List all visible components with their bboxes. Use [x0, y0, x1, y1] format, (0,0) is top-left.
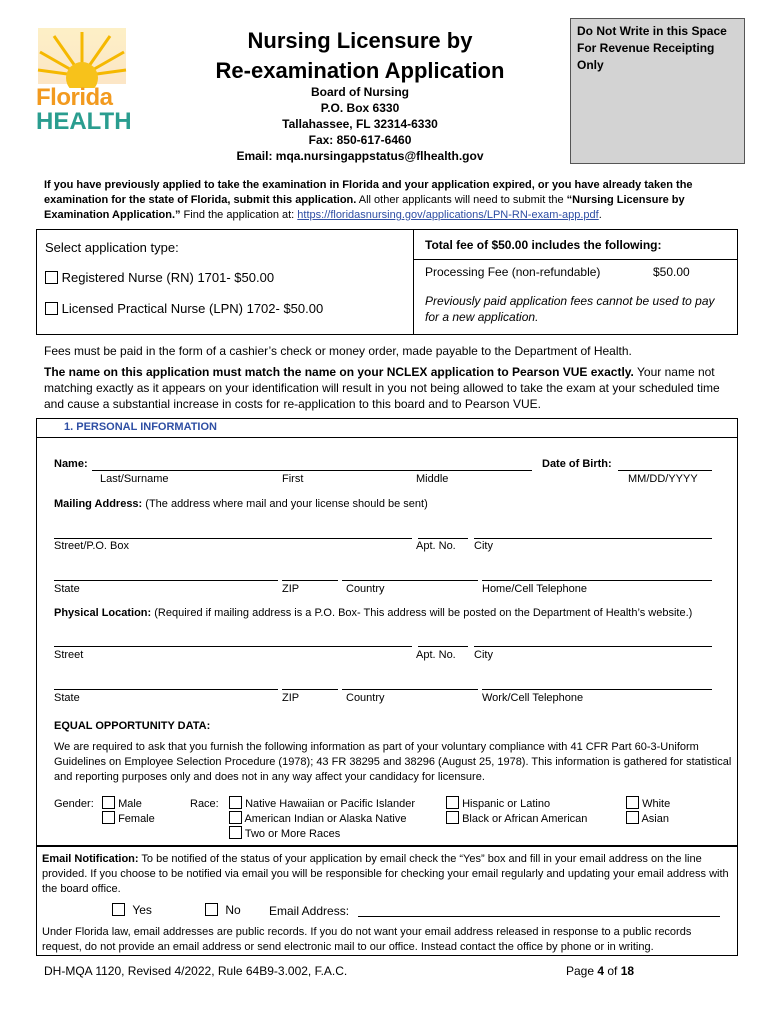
processing-fee-label: Processing Fee (non-refundable) [425, 265, 601, 279]
lpn-label: Licensed Practical Nurse (LPN) 1702- $50.00 [61, 301, 324, 316]
race-checkbox-7[interactable] [626, 811, 639, 824]
race-option-2[interactable] [229, 811, 406, 825]
page-number [566, 964, 634, 978]
phys-street-caption: Street [54, 649, 84, 661]
logo-health-text: HEALTH [36, 108, 132, 135]
phys-phone-caption: Work/Cell Telephone [482, 692, 584, 704]
email-no-label: No [225, 903, 241, 917]
email-notification-bold: Email Notification: [42, 853, 139, 865]
po-box: P.O. Box 6330 [320, 101, 400, 115]
email-yes-checkbox[interactable] [112, 903, 125, 916]
intro-paragraph [44, 178, 724, 223]
physical-location-label [54, 607, 734, 619]
email-address-field[interactable] [358, 916, 720, 917]
female-label: Female [118, 813, 155, 825]
name-match-note [44, 364, 734, 412]
eeo-heading: EQUAL OPPORTUNITY DATA: [54, 720, 211, 732]
payment-note: Fees must be paid in the form of a cashier’s check or money order, made payable to the Department of Health. [44, 344, 632, 358]
table-hline [413, 259, 738, 260]
revenue-box-line-1: Do Not Write in this Space [577, 24, 727, 38]
race-checkbox-2[interactable] [229, 811, 242, 824]
race-checkbox-3[interactable] [229, 826, 242, 839]
mailing-label-note: (The address where mail and your license should be sent) [142, 498, 428, 510]
eeo-text: We are required to ask that you furnish the following information as part of your voluntary compliance with 41 CFR Part 60-3-Uniform Guidelines on Employee Selection Procedure (1978); 43 FR 38295 and 38296 (August 25, 1978). This information is gathered for statistical and reporting purposes only and does not in any way affect your candidacy for licensure. [54, 741, 732, 783]
rn-option[interactable] [45, 270, 274, 285]
lpn-option[interactable] [45, 301, 323, 316]
race-label-5: Black or African American [462, 813, 588, 825]
phys-phone-line[interactable] [482, 689, 712, 690]
fees-note: Previously paid application fees cannot be used to pay for a new application. [425, 294, 715, 324]
mail-country-caption: Country [346, 583, 385, 595]
mail-street-caption: Street/P.O. Box [54, 540, 130, 552]
board-name: Board of Nursing [311, 85, 409, 99]
race-label-1: Native Hawaiian or Pacific Islander [245, 798, 416, 810]
mail-city-caption: City [474, 540, 493, 552]
race-option-5[interactable] [446, 811, 587, 825]
title-line-2: Re-examination Application [215, 58, 505, 83]
mail-country-line[interactable] [342, 580, 478, 581]
dob-format-caption: MM/DD/YYYY [628, 473, 698, 485]
fees-heading: Total fee of $50.00 includes the following: [425, 238, 662, 252]
mailing-label-bold: Mailing Address: [54, 498, 143, 510]
gender-male-option[interactable] [102, 796, 142, 810]
name-field-line[interactable] [92, 470, 532, 471]
race-checkbox-1[interactable] [229, 796, 242, 809]
email-no-option[interactable] [205, 903, 241, 917]
phys-apt-caption: Apt. No. [416, 649, 456, 661]
name-match-text: Your name not matching exactly as it appears on your identification will result in you not being allowed to take the exam at your scheduled time and cause a substantial increase in costs for re-application to this board and to Pearson VUE. [44, 365, 720, 411]
first-name-caption: First [282, 473, 304, 485]
sun-icon [34, 28, 130, 88]
rn-label: Registered Nurse (RN) 1701- $50.00 [61, 270, 275, 285]
application-link[interactable]: https://floridasnursing.gov/applications/LPN-RN-exam-app.pdf [297, 209, 599, 221]
intro-find: Find the application at: [180, 209, 298, 221]
mail-zip-line[interactable] [282, 580, 338, 581]
mail-state-line[interactable] [54, 580, 278, 581]
processing-fee-amount: $50.00 [653, 265, 690, 279]
mail-phone-line[interactable] [482, 580, 712, 581]
last-name-caption: Last/Surname [100, 473, 169, 485]
board-city: Tallahassee, FL 32314-6330 [282, 117, 438, 131]
form-number: DH-MQA 1120, Revised 4/2022, Rule 64B9-3.002, F.A.C. [44, 964, 348, 978]
dob-label: Date of Birth: [542, 458, 612, 470]
race-label-2: American Indian or Alaska Native [244, 813, 407, 825]
mail-apt-line[interactable] [418, 538, 468, 539]
phys-zip-caption: ZIP [282, 692, 300, 704]
page-of: of [604, 964, 621, 978]
mail-phone-caption: Home/Cell Telephone [482, 583, 587, 595]
phys-country-line[interactable] [342, 689, 478, 690]
gender-female-option[interactable] [102, 811, 155, 825]
mailing-address-label [54, 498, 428, 510]
phys-state-caption: State [54, 692, 80, 704]
race-checkbox-6[interactable] [626, 796, 639, 809]
intro-app-name: “Nursing Licensure by Examination Application.” [44, 194, 685, 221]
male-label: Male [118, 798, 142, 810]
board-email: Email: mqa.nursingappstatus@flhealth.gov [236, 149, 484, 163]
race-option-1[interactable] [229, 796, 415, 810]
physical-label-note: (Required if mailing address is a P.O. Box- This address will be posted on the Department of Health’s website.) [151, 607, 693, 619]
revenue-box-line-2: For Revenue Receipting Only [577, 41, 715, 72]
phys-zip-line[interactable] [282, 689, 338, 690]
race-label-4: Hispanic or Latino [462, 798, 551, 810]
board-fax: Fax: 850-617-6460 [308, 133, 412, 147]
florida-health-logo [34, 28, 130, 136]
race-option-6[interactable] [626, 796, 670, 810]
page-title [180, 26, 540, 86]
race-checkbox-5[interactable] [446, 811, 459, 824]
email-no-checkbox[interactable] [205, 903, 218, 916]
gender-label: Gender: [54, 798, 94, 810]
race-option-3[interactable] [229, 826, 340, 840]
phys-city-caption: City [474, 649, 493, 661]
race-option-7[interactable] [626, 811, 669, 825]
race-option-4[interactable] [446, 796, 550, 810]
board-address [180, 84, 540, 164]
email-notification-text [42, 852, 732, 897]
section-1-title: 1. PERSONAL INFORMATION [64, 421, 217, 433]
race-label-6: White [642, 798, 671, 810]
mail-city-line[interactable] [474, 538, 712, 539]
race-label: Race: [190, 798, 219, 810]
email-notification-body: To be notified of the status of your application by email check the “Yes” box and fill in your email address on the line provided. If you choose to be notified via email you will be responsible for checking your email regularly and updating your email address with the board office. [42, 853, 729, 895]
mail-street-line[interactable] [54, 538, 412, 539]
female-checkbox[interactable] [102, 811, 115, 824]
section-1-title-underline [36, 437, 738, 438]
email-law-text: Under Florida law, email addresses are public records. If you do not want your email address released in response to a public records request, do not provide an email address or send electronic mail to our office. Instead contact the office by phone or in writing. [42, 926, 692, 953]
page-current: 4 [597, 964, 605, 978]
race-checkbox-4[interactable] [446, 796, 459, 809]
middle-name-caption: Middle [416, 473, 449, 485]
mail-apt-caption: Apt. No. [416, 540, 456, 552]
table-divider [413, 230, 414, 334]
name-label: Name: [54, 458, 88, 470]
email-yes-label: Yes [132, 903, 152, 917]
page-total: 18 [620, 964, 635, 978]
intro-end: . [598, 209, 602, 221]
phys-street-line[interactable] [54, 646, 412, 647]
phys-country-caption: Country [346, 692, 385, 704]
race-label-3: Two or More Races [244, 828, 341, 840]
dob-field-line[interactable] [618, 470, 712, 471]
name-match-bold: The name on this application must match the name on your NCLEX application to Pearson VUE exactly. [44, 365, 634, 379]
mail-state-caption: State [54, 583, 80, 595]
revenue-receipting-box [570, 18, 745, 164]
logo-florida-text: Florida [36, 84, 113, 111]
rn-checkbox[interactable] [45, 271, 58, 284]
title-line-1: Nursing Licensure by [247, 28, 473, 53]
male-checkbox[interactable] [102, 796, 115, 809]
application-type-table [36, 229, 738, 335]
physical-label-bold: Physical Location: [54, 607, 152, 619]
lpn-checkbox[interactable] [45, 302, 58, 315]
phys-city-line[interactable] [474, 646, 712, 647]
phys-apt-line[interactable] [418, 646, 468, 647]
mail-zip-caption: ZIP [282, 583, 300, 595]
phys-state-line[interactable] [54, 689, 278, 690]
app-type-heading: Select application type: [45, 240, 179, 255]
email-yes-option[interactable] [112, 903, 152, 917]
race-label-7: Asian [641, 813, 669, 825]
page-prefix: Page [566, 964, 598, 978]
intro-bold: If you have previously applied to take the examination in Florida and your application expired, or you have already taken the examination for the state of Florida, submit this application. [44, 179, 693, 206]
email-address-label: Email Address: [269, 904, 350, 918]
intro-text: All other applicants will need to submit the [356, 194, 567, 206]
